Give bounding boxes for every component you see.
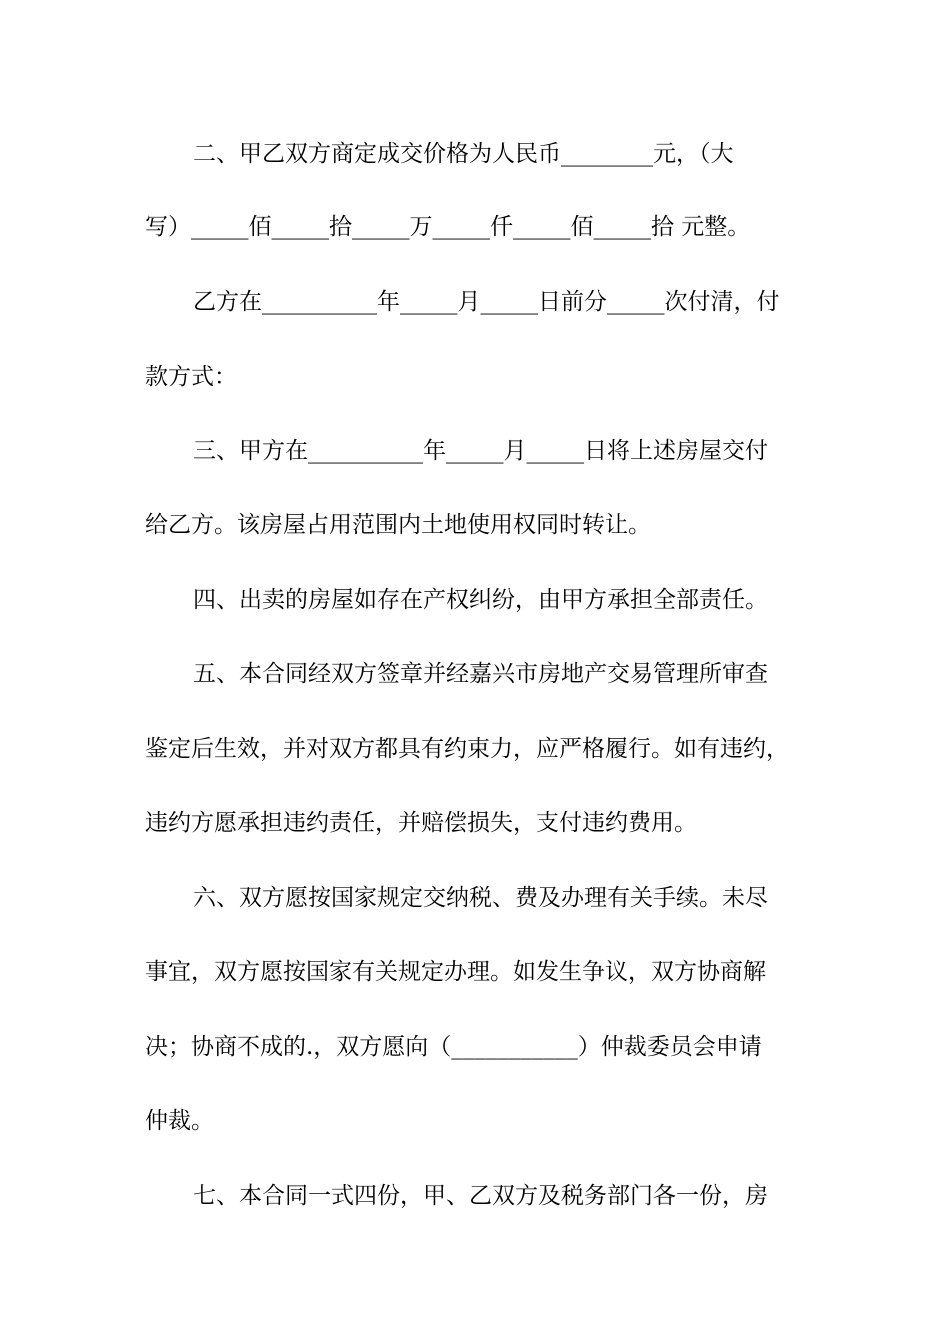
clause-6-line-3: 决；协商不成的.，双方愿向（___________）仲裁委员会申请: [145, 1034, 762, 1060]
payment-line-1: 乙方在__________年_____月_____日前分_____次付清，付: [193, 289, 780, 315]
clause-5-line-2: 鉴定后生效，并对双方都具有约束力，应严格履行。如有违约，: [145, 736, 789, 762]
clause-6-line-1: 六、双方愿按国家规定交纳税、费及办理有关手续。未尽: [193, 885, 768, 911]
clause-2-line-1: 二、甲乙双方商定成交价格为人民币________元，（大: [193, 141, 734, 167]
payment-line-2: 款方式：: [145, 364, 237, 390]
clause-2-line-2: 写）_____佰_____拾_____万_____仟_____佰_____拾 元整。: [145, 214, 751, 240]
clause-3-line-2: 给乙方。该房屋占用范围内土地使用权同时转让。: [145, 512, 651, 538]
clause-5-line-3: 违约方愿承担违约责任，并赔偿损失，支付违约费用。: [145, 810, 697, 836]
clause-7-line-1: 七、本合同一式四份，甲、乙双方及税务部门各一份，房: [193, 1183, 768, 1209]
clause-6-line-4: 仲裁。: [145, 1108, 214, 1134]
clause-4-line-1: 四、出卖的房屋如存在产权纠纷，由甲方承担全部责任。: [193, 587, 768, 613]
clause-5-line-1: 五、本合同经双方签章并经嘉兴市房地产交易管理所审查: [193, 661, 768, 687]
clause-6-line-2: 事宜，双方愿按国家有关规定办理。如发生争议，双方协商解: [145, 959, 766, 985]
clause-3-line-1: 三、甲方在__________年_____月_____日将上述房屋交付: [193, 438, 768, 464]
